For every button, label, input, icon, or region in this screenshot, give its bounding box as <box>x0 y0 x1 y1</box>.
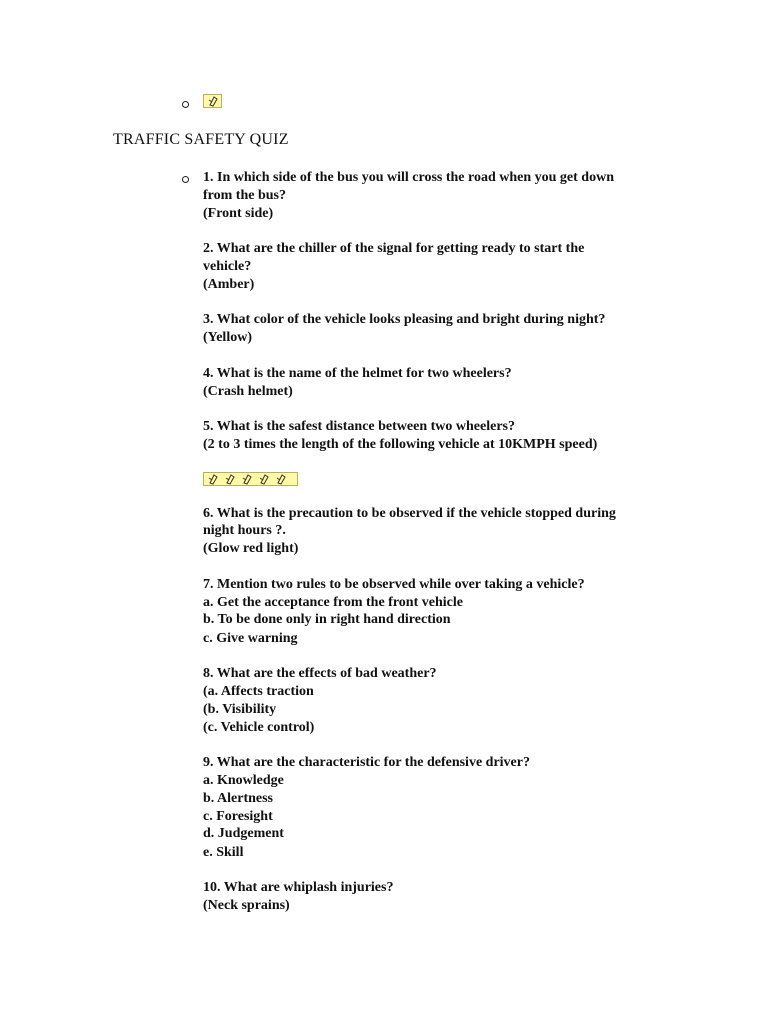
answer-text: (c. Vehicle control) <box>203 720 315 735</box>
broken-image-icon <box>204 473 221 485</box>
question-text: 6. What is the precaution to be observed if the vehicle stopped during <box>203 506 616 521</box>
answer-text: d. Judgement <box>203 826 284 841</box>
answer-text: (b. Visibility <box>203 702 277 717</box>
question-text: 7. Mention two rules to be observed while over taking a vehicle? <box>203 577 585 592</box>
question-text: 1. In which side of the bus you will cross the road when you get down <box>203 170 614 185</box>
answer-text: a. Get the acceptance from the front vehicle <box>203 595 463 610</box>
answer-text: c. Foresight <box>203 809 273 824</box>
answer-text: (2 to 3 times the length of the following vehicle at 10KMPH speed) <box>203 437 598 452</box>
answer-text: (Front side) <box>203 206 274 221</box>
broken-image-icon <box>221 473 238 485</box>
question-text: 4. What is the name of the helmet for two wheelers? <box>203 366 512 381</box>
broken-image-icon <box>203 94 222 108</box>
answer-text: e. Skill <box>203 845 244 860</box>
answer-text: (Neck sprains) <box>203 898 290 913</box>
answer-text: b. Alertness <box>203 791 273 806</box>
answer-text: (Glow red light) <box>203 541 299 556</box>
answer-text: c. Give warning <box>203 631 298 646</box>
question-text: vehicle? <box>203 259 252 274</box>
list-bullet <box>182 176 189 183</box>
list-bullet <box>182 101 189 108</box>
answer-text: (Yellow) <box>203 330 252 345</box>
answer-text: (Crash helmet) <box>203 384 293 399</box>
answer-text: a. Knowledge <box>203 773 284 788</box>
broken-image-icon <box>272 473 289 485</box>
broken-image-icons-row <box>203 472 298 486</box>
question-text: 3. What color of the vehicle looks pleasing and bright during night? <box>203 312 606 327</box>
answer-text: (Amber) <box>203 277 255 292</box>
broken-image-icon <box>238 473 255 485</box>
question-text: 2. What are the chiller of the signal for getting ready to start the <box>203 241 585 256</box>
broken-image-icon <box>255 473 272 485</box>
page-title: TRAFFIC SAFETY QUIZ <box>113 131 289 148</box>
answer-text: b. To be done only in right hand direction <box>203 612 451 627</box>
answer-text: (a. Affects traction <box>203 684 314 699</box>
question-text: 8. What are the effects of bad weather? <box>203 666 437 681</box>
question-text: 10. What are whiplash injuries? <box>203 880 394 895</box>
question-text: 5. What is the safest distance between two wheelers? <box>203 419 515 434</box>
question-text: 9. What are the characteristic for the defensive driver? <box>203 755 530 770</box>
question-text: from the bus? <box>203 188 286 203</box>
question-text: night hours ?. <box>203 523 286 538</box>
